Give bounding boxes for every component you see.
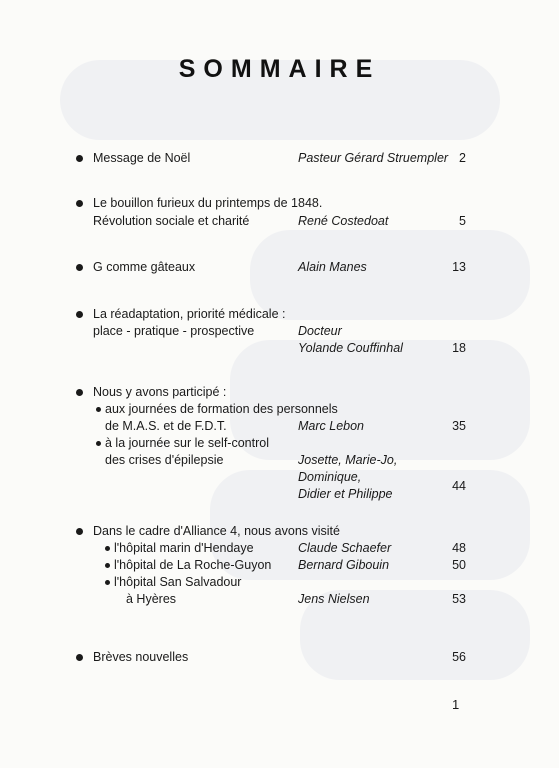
subitem-title: l'hôpital San Salvadour <box>114 575 242 589</box>
bullet-icon <box>76 654 83 661</box>
entry-title: Brèves nouvelles <box>93 650 189 664</box>
toc-entry-message-de-noel[interactable] <box>76 150 466 167</box>
bullet-icon <box>76 528 83 535</box>
subitem-title: aux journées de formation des personnels <box>105 402 338 416</box>
sub-bullet-icon <box>96 407 101 412</box>
entry-title: Nous y avons participé : <box>93 385 227 399</box>
entry-author: René Costedoat <box>298 214 389 228</box>
entry-page: 2 <box>459 151 466 165</box>
subitem-author: Claude Schaefer <box>298 541 392 555</box>
entry-page: 56 <box>452 650 466 664</box>
entry-title-line-2: place - pratique - prospective <box>93 324 255 338</box>
entry-title-line-2: Révolution sociale et charité <box>93 214 250 228</box>
sub-bullet-icon <box>105 546 110 551</box>
bullet-icon <box>76 264 83 271</box>
toc-entry-g-comme-gateaux[interactable] <box>76 259 466 276</box>
subitem-page: 48 <box>452 541 466 555</box>
page-number: 1 <box>452 697 460 712</box>
toc-entry-readaptation[interactable] <box>76 306 466 358</box>
entry-title: Le bouillon furieux du printemps de 1848. <box>93 196 323 210</box>
subitem-author: Marc Lebon <box>298 419 365 433</box>
subitem-author: Jens Nielsen <box>298 592 370 606</box>
subitem-title-line-2: des crises d'épilepsie <box>105 453 224 467</box>
bullet-icon <box>76 389 83 396</box>
sub-bullet-icon <box>105 563 110 568</box>
sub-bullet-icon <box>96 441 101 446</box>
entry-author: Alain Manes <box>298 260 367 274</box>
subitem-title: l'hôpital de La Roche-Guyon <box>114 558 272 572</box>
toc-entry-breves-nouvelles[interactable] <box>76 649 466 666</box>
subitem-author-line-3: Didier et Philippe <box>298 487 393 501</box>
bullet-icon <box>76 155 83 162</box>
toc-entry-bouillon-furieux[interactable] <box>76 195 466 229</box>
toc-entry-nous-y-avons-participe[interactable] <box>76 384 466 501</box>
subitem-title-line-2: à Hyères <box>126 592 177 606</box>
entry-title: Dans le cadre d'Alliance 4, nous avons visité <box>93 524 340 538</box>
subitem-title: l'hôpital marin d'Hendaye <box>114 541 254 555</box>
toc-entry-alliance-4[interactable] <box>76 523 466 606</box>
entry-title: G comme gâteaux <box>93 260 196 274</box>
subitem-author: Josette, Marie-Jo, <box>298 453 398 467</box>
entry-page: 5 <box>459 214 466 228</box>
subitem-page: 44 <box>452 479 466 493</box>
bullet-icon <box>76 311 83 318</box>
subitem-page: 35 <box>452 419 466 433</box>
entry-title: La réadaptation, priorité médicale : <box>93 307 286 321</box>
subitem-author: Bernard Gibouin <box>298 558 390 572</box>
entry-page: 13 <box>452 260 466 274</box>
entry-page: 18 <box>452 341 466 355</box>
entry-author: Docteur <box>298 324 342 338</box>
subitem-title-line-2: de M.A.S. et de F.D.T. <box>105 419 227 433</box>
subitem-page: 50 <box>452 558 466 572</box>
sub-bullet-icon <box>105 580 110 585</box>
page-title: SOMMAIRE <box>178 55 381 83</box>
subitem-title: à la journée sur le self-control <box>105 436 269 450</box>
entry-title: Message de Noël <box>93 151 191 165</box>
subitem-author-line-2: Dominique, <box>298 470 362 484</box>
entry-author-line-2: Yolande Couffinhal <box>298 341 403 355</box>
entry-author: Pasteur Gérard Struempler <box>298 151 449 165</box>
subitem-page: 53 <box>452 592 466 606</box>
bullet-icon <box>76 200 83 207</box>
